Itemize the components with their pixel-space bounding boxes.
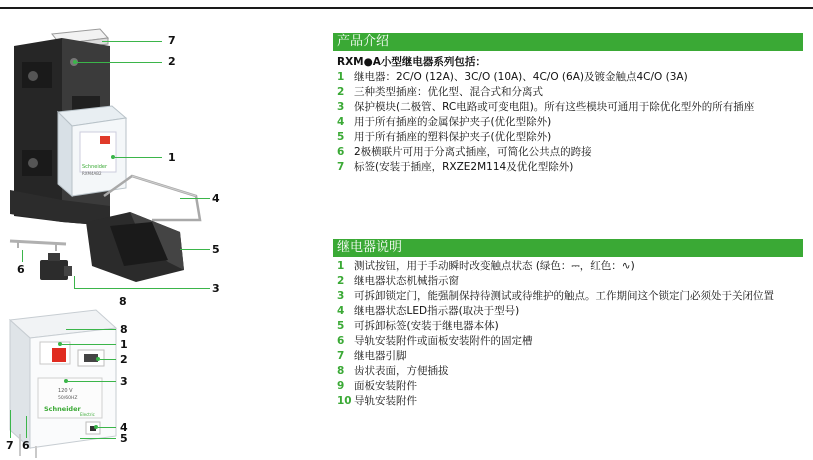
- leader-line-b4: [98, 427, 116, 428]
- item-text: 保护模块(二极管、RC电路或可变电阻)。所有这些模块可通用于除优化型外的所有插座: [354, 101, 755, 113]
- leader-line-7: [102, 41, 162, 42]
- list-item: [333, 145, 803, 160]
- list-item: [333, 319, 803, 334]
- item-number: 8: [337, 365, 345, 377]
- leader-line-b1: [62, 344, 116, 345]
- item-text: 导轨安装附件: [354, 395, 417, 407]
- relay-model-text: RXM4AB2: [82, 171, 102, 176]
- list-item: [333, 259, 803, 274]
- item-text: 导轨安装附件或面板安装附件的固定槽: [354, 335, 533, 347]
- list-item: [333, 100, 803, 115]
- list-item: [333, 379, 803, 394]
- leader-line-6: [22, 250, 23, 262]
- item-number: 3: [337, 101, 345, 113]
- item-number: 3: [337, 290, 345, 302]
- item-text: 继电器状态机械指示窗: [354, 275, 459, 287]
- item-number: 2: [337, 275, 345, 287]
- list-item: [333, 289, 803, 304]
- item-text: 面板安装附件: [354, 380, 417, 392]
- list-item: [333, 274, 803, 289]
- callout-b8: 8: [120, 323, 128, 336]
- relay-description-heading: 继电器说明: [333, 239, 803, 257]
- item-number: 7: [337, 161, 345, 173]
- leader-line-b6: [26, 416, 27, 438]
- product-intro-section: [333, 33, 803, 175]
- callout-b5: 5: [120, 432, 128, 445]
- item-number: 5: [337, 320, 345, 332]
- leader-line-b8: [66, 329, 116, 330]
- relay-brand-text-front: Schneider: [44, 405, 81, 413]
- item-number: 10: [337, 395, 352, 407]
- leader-line-b2: [100, 359, 116, 360]
- product-intro-heading: 产品介绍: [333, 33, 803, 51]
- leader-line-b3: [68, 381, 116, 382]
- list-item: [333, 349, 803, 364]
- leader-line-1: [115, 157, 162, 158]
- list-item: [333, 364, 803, 379]
- jumper-bar: [10, 241, 66, 251]
- list-item: [333, 394, 803, 409]
- item-number: 5: [337, 131, 345, 143]
- leader-line-b5: [80, 438, 116, 439]
- list-item: [333, 304, 803, 319]
- callout-b3: 3: [120, 375, 128, 388]
- item-number: 6: [337, 335, 345, 347]
- exploded-view-drawing: [0, 0, 330, 300]
- plastic-clip: [86, 212, 184, 282]
- item-text: 继电器状态LED指示器(取决于型号): [354, 305, 520, 317]
- list-item: [333, 115, 803, 130]
- callout-2: 2: [168, 55, 176, 68]
- relay-voltage-text: 120 V: [58, 388, 73, 394]
- item-text: 可拆卸标签(安装于继电器本体): [354, 320, 499, 332]
- product-intro-list: [333, 70, 803, 175]
- item-text: 用于所有插座的塑料保护夹子(优化型除外): [354, 131, 552, 143]
- relay-module: [58, 106, 126, 196]
- relay-brand-text: Schneider: [82, 164, 108, 170]
- callout-b7: 7: [6, 439, 14, 452]
- list-item: [333, 85, 803, 100]
- callout-4: 4: [212, 192, 220, 205]
- item-number: 6: [337, 146, 345, 158]
- item-number: 7: [337, 350, 345, 362]
- item-number: 1: [337, 260, 345, 272]
- item-number: 9: [337, 380, 345, 392]
- item-number: 2: [337, 86, 345, 98]
- item-text: 继电器：2C/O (12A)、3C/O (10A)、4C/O (6A)及镀金触点4C/O (3A): [354, 71, 688, 83]
- product-illustration: [0, 0, 330, 460]
- callout-6: 6: [17, 263, 25, 276]
- item-number: 1: [337, 71, 345, 83]
- list-item: [333, 334, 803, 349]
- relay-description-list: [333, 259, 803, 409]
- leader-line-b7: [10, 410, 11, 438]
- leader-line-5: [180, 249, 210, 250]
- item-text: 2极横联片可用于分离式插座，可简化公共点的跨接: [354, 146, 592, 158]
- leader-line-3: [74, 288, 210, 289]
- protection-module: [40, 253, 72, 280]
- relay-frequency-text: 50/60HZ: [58, 396, 78, 401]
- item-text: 用于所有插座的金属保护夹子(优化型除外): [354, 116, 552, 128]
- leader-line-3-v: [74, 276, 75, 288]
- list-item: [333, 160, 803, 175]
- item-text: 齿状表面，方便插拔: [354, 365, 449, 377]
- product-intro-lead: RXM●A小型继电器系列包括：: [337, 56, 486, 68]
- item-text: 标签(安装于插座，RXZE2M114及优化型除外): [354, 161, 574, 173]
- item-text: 可拆卸锁定门，能强制保持待测试或待维护的触点。工作期间这个锁定门必须处于关闭位置: [354, 290, 774, 302]
- list-item: [333, 130, 803, 145]
- item-text: 三种类型插座：优化型、混合式和分离式: [354, 86, 543, 98]
- callout-8: 8: [119, 295, 127, 308]
- list-item: [333, 70, 803, 85]
- item-text: 测试按钮，用于手动瞬时改变触点状态 (绿色：⎓，红色：∿): [354, 260, 635, 272]
- callout-b2: 2: [120, 353, 128, 366]
- callout-b4: 4: [120, 421, 128, 434]
- item-number: 4: [337, 305, 345, 317]
- item-text: 继电器引脚: [354, 350, 407, 362]
- callout-7: 7: [168, 34, 176, 47]
- callout-5: 5: [212, 243, 220, 256]
- relay-description-section: [333, 239, 803, 409]
- callout-3: 3: [212, 282, 220, 295]
- item-number: 4: [337, 116, 345, 128]
- leader-line-4: [180, 198, 210, 199]
- callout-1: 1: [168, 151, 176, 164]
- leader-line-2: [77, 62, 162, 63]
- relay-front-drawing: [0, 308, 140, 458]
- relay-brand-subtext: Electric: [80, 412, 95, 417]
- callout-b6: 6: [22, 439, 30, 452]
- callout-b1: 1: [120, 338, 128, 351]
